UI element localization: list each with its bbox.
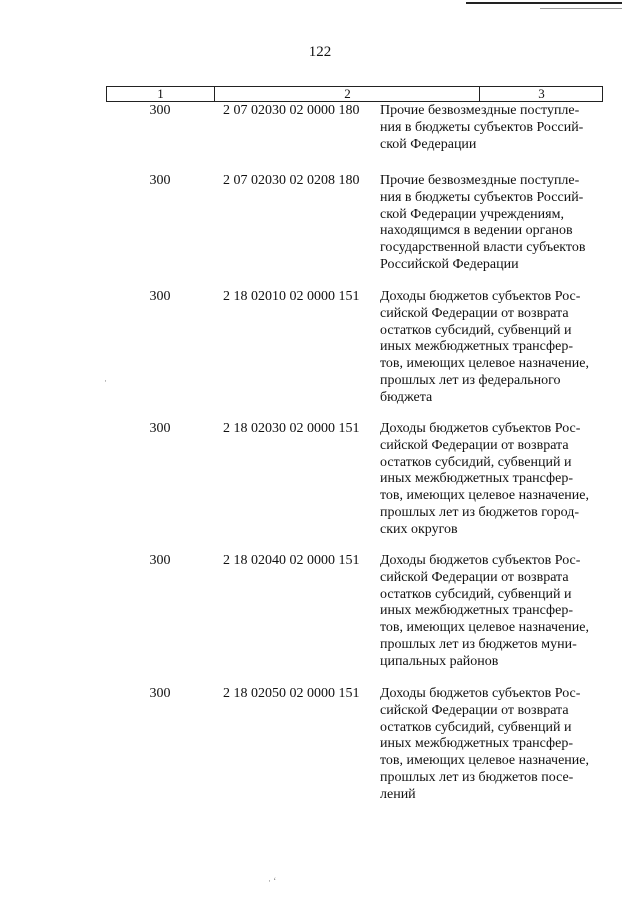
row-kbk: 2 07 02030 02 0000 180 <box>223 103 360 118</box>
description-line: ских округов <box>380 521 458 537</box>
top-rule-thin <box>540 8 622 9</box>
description-line: Доходы бюджетов субъектов Рос- <box>380 421 581 436</box>
row-description <box>380 173 602 274</box>
description-line: лений <box>380 786 416 802</box>
description-line: Прочие безвозмездные поступле- <box>380 173 580 188</box>
header-col-1: 1 <box>157 86 164 101</box>
description-line: прошлых лет из федерального <box>380 372 561 388</box>
row-kbk: 2 18 02030 02 0000 151 <box>223 421 360 436</box>
row-kbk: 2 18 02010 02 0000 151 <box>223 289 360 304</box>
description-line: находящимся в ведении органов <box>380 223 573 239</box>
description-line: тов, имеющих целевое назначение, <box>380 753 589 769</box>
description-line: ской Федерации учреждениям, <box>380 206 564 222</box>
description-line: сийской Федерации от возврата <box>380 569 569 585</box>
row-code: 300 <box>149 553 171 568</box>
scan-speck: · <box>104 376 107 386</box>
description-line: Доходы бюджетов субъектов Рос- <box>380 553 581 568</box>
description-line: государственной власти субъектов <box>380 240 586 256</box>
row-description <box>380 421 602 539</box>
description-line: Прочие безвозмездные поступле- <box>380 103 580 118</box>
row-description <box>380 553 602 671</box>
description-line: иных межбюджетных трансфер- <box>380 736 573 752</box>
description-line: прошлых лет из бюджетов город- <box>380 504 580 520</box>
row-kbk: 2 07 02030 02 0208 180 <box>223 173 360 188</box>
scan-speck: · ‘ <box>268 876 277 886</box>
description-line: иных межбюджетных трансфер- <box>380 603 573 619</box>
description-line: ния в бюджеты субъектов Россий- <box>380 119 584 135</box>
row-description <box>380 103 602 153</box>
description-line: прошлых лет из бюджетов муни- <box>380 636 577 652</box>
description-line: сийской Федерации от возврата <box>380 305 569 321</box>
description-line: остатков субсидий, субвенций и <box>380 586 572 602</box>
description-line: иных межбюджетных трансфер- <box>380 339 573 355</box>
description-line: сийской Федерации от возврата <box>380 702 569 718</box>
description-line: прошлых лет из бюджетов посе- <box>380 769 574 785</box>
description-line: Доходы бюджетов субъектов Рос- <box>380 289 581 304</box>
description-line: сийской Федерации от возврата <box>380 437 569 453</box>
row-code: 300 <box>149 173 171 188</box>
top-rule <box>466 2 622 4</box>
header-col-3: 3 <box>479 87 603 101</box>
row-code: 300 <box>149 103 171 118</box>
description-line: остатков субсидий, субвенций и <box>380 454 572 470</box>
row-kbk: 2 18 02040 02 0000 151 <box>223 553 360 568</box>
row-description <box>380 686 602 804</box>
description-line: остатков субсидий, субвенций и <box>380 719 572 735</box>
row-code: 300 <box>149 289 171 304</box>
description-line: Доходы бюджетов субъектов Рос- <box>380 686 581 701</box>
row-kbk: 2 18 02050 02 0000 151 <box>223 686 360 701</box>
description-line: остатков субсидий, субвенций и <box>380 322 572 338</box>
row-description <box>380 289 602 407</box>
row-code: 300 <box>149 421 171 436</box>
description-line: ния в бюджеты субъектов Россий- <box>380 189 584 205</box>
row-code: 300 <box>149 686 171 701</box>
page-number: 122 <box>308 44 332 60</box>
description-line: ской Федерации <box>380 136 477 152</box>
table-header <box>106 86 603 102</box>
description-line: ципальных районов <box>380 653 499 669</box>
description-line: Российской Федерации <box>380 256 519 272</box>
description-line: бюджета <box>380 389 433 405</box>
description-line: тов, имеющих целевое назначение, <box>380 488 589 504</box>
description-line: тов, имеющих целевое назначение, <box>380 356 589 372</box>
description-line: тов, имеющих целевое назначение, <box>380 620 589 636</box>
header-col-2: 2 <box>214 87 480 101</box>
description-line: иных межбюджетных трансфер- <box>380 471 573 487</box>
